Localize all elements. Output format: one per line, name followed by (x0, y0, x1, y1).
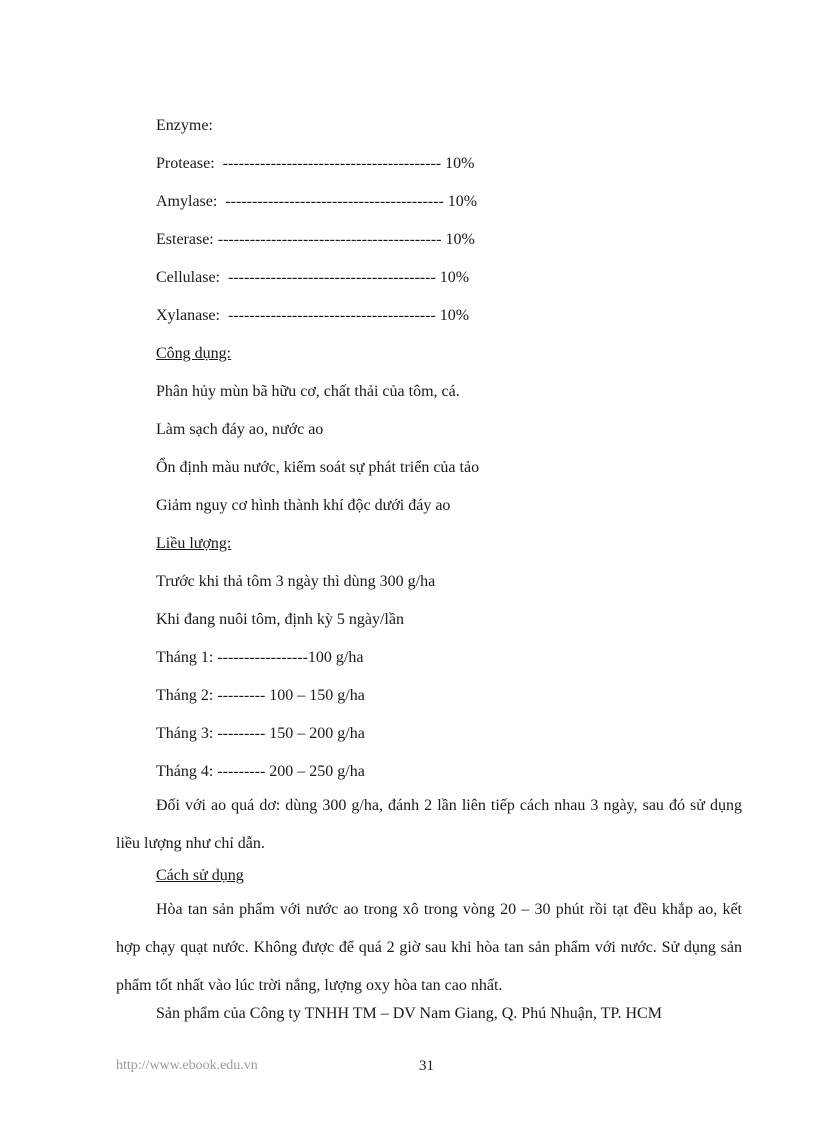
enzyme-title: Enzyme: (156, 117, 213, 134)
dosage-month-4: Tháng 4: --------- 200 – 250 g/ha (156, 763, 365, 780)
enzyme-item-amylase: Amylase: ----------------------------------------- 10% (156, 193, 478, 210)
producer-line: Sản phẩm của Công ty TNHH TM – DV Nam Giang, Q. Phú Nhuận, TP. HCM (156, 1005, 662, 1022)
dosage-item: Khi đang nuôi tôm, định kỳ 5 ngày/lần (156, 611, 404, 628)
dosage-month-2: Tháng 2: --------- 100 – 150 g/ha (156, 687, 365, 704)
usage-item: Phân hủy mùn bã hữu cơ, chất thải của tôm, cá. (156, 383, 460, 400)
enzyme-item-cellulase: Cellulase: --------------------------------------- 10% (156, 269, 470, 286)
enzyme-item-esterase: Esterase: ------------------------------------------ 10% (156, 231, 475, 248)
enzyme-item-xylanase: Xylanase: --------------------------------------- 10% (156, 307, 470, 324)
usage-item: Ổn định màu nước, kiểm soát sự phát triển của tảo (156, 459, 480, 476)
usage-heading: Công dụng: (156, 345, 232, 362)
dosage-month-3: Tháng 3: --------- 150 – 200 g/ha (156, 725, 365, 742)
usage-item: Giảm nguy cơ hình thành khí độc dưới đáy ao (156, 497, 451, 514)
usage-item: Làm sạch đáy ao, nước ao (156, 421, 324, 438)
instructions-body: Hòa tan sản phẩm với nước ao trong xô trong vòng 20 – 30 phút rồi tạt đều khắp ao, kết hợp chạy quạt nước. Không được để quá 2 giờ sau khi hòa tan sản phẩm với nước. Sử dụng sản phẩm tốt nhất vào lúc trời nắng, lượng oxy hòa tan cao nhất. (116, 901, 742, 994)
page-number: 31 (419, 1058, 434, 1074)
enzyme-item-protease: Protease: ----------------------------------------- 10% (156, 155, 475, 172)
dosage-heading: Liều lượng: (156, 535, 232, 552)
dosage-month-1: Tháng 1: -----------------100 g/ha (156, 649, 364, 666)
dosage-item: Trước khi thả tôm 3 ngày thì dùng 300 g/ha (156, 573, 436, 590)
footer-url: http://www.ebook.edu.vn (116, 1058, 258, 1073)
instructions-heading: Cách sử dụng (156, 867, 244, 884)
dosage-note: Đối với ao quá dơ: dùng 300 g/ha, đánh 2 lần liên tiếp cách nhau 3 ngày, sau đó sử dụng liều lượng như chỉ dẫn. (116, 797, 742, 852)
